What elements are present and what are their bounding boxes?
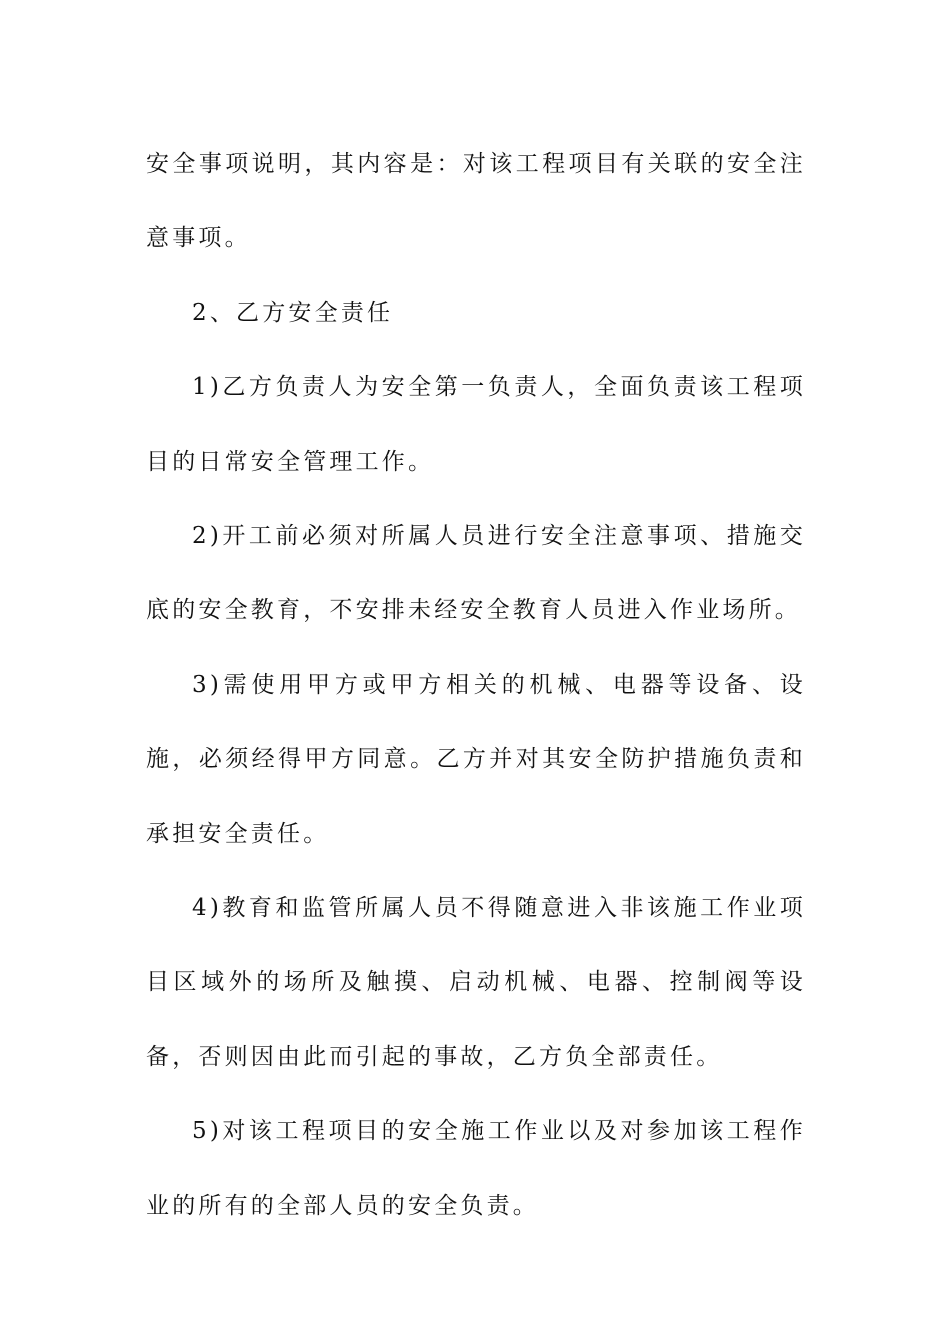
paragraph-item-5: 5)对该工程项目的安全施工作业以及对参加该工程作业的所有的全部人员的安全负责。 (146, 1118, 806, 1219)
paragraph-item-4: 4)教育和监管所属人员不得随意进入非该施工作业项目区域外的场所及触摸、启动机械、电器、控制阀等设备，否则因由此而引起的事故，乙方负全部责任。 (146, 895, 806, 1070)
paragraph-item-1: 1)乙方负责人为安全第一负责人，全面负责该工程项目的日常安全管理工作。 (146, 374, 806, 475)
paragraph-item-2: 2)开工前必须对所属人员进行安全注意事项、措施交底的安全教育，不安排未经安全教育人员进入作业场所。 (146, 523, 806, 624)
document-body (146, 127, 806, 1243)
paragraph-safety-notes: 安全事项说明，其内容是：对该工程项目有关联的安全注意事项。 (146, 151, 806, 252)
section-heading-party-b-responsibility: 2、乙方安全责任 (192, 299, 394, 326)
paragraph-item-3: 3)需使用甲方或甲方相关的机械、电器等设备、设施，必须经得甲方同意。乙方并对其安全防护措施负责和承担安全责任。 (146, 671, 806, 847)
